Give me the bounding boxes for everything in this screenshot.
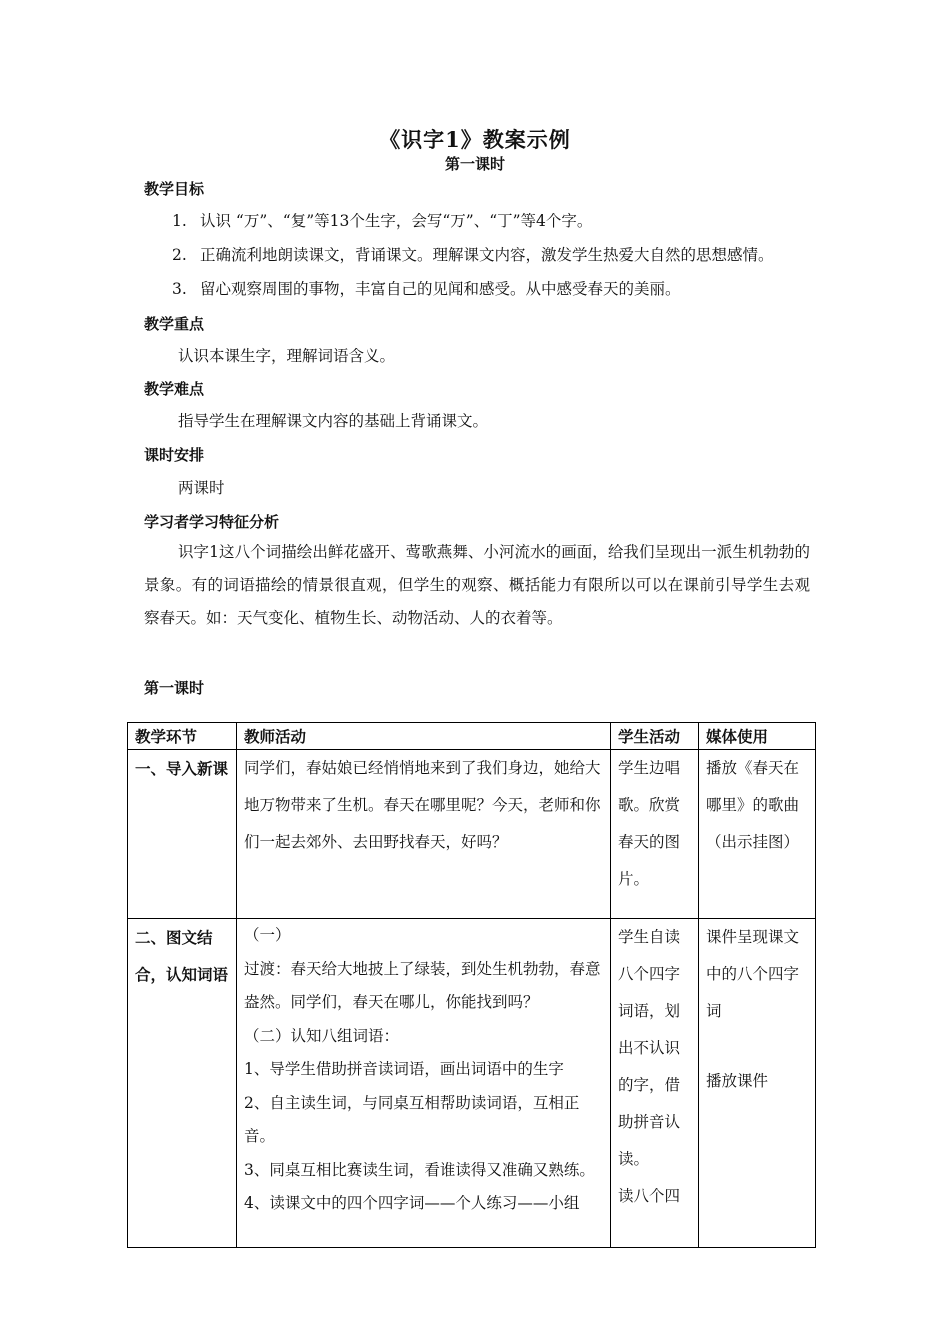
- goal-number: 2.: [172, 246, 187, 264]
- stage-cell: 二、图文结合，认知词语: [128, 919, 237, 1248]
- goal-number: 1.: [172, 212, 187, 230]
- spacer: [706, 1030, 808, 1063]
- media-text: 播放课件: [706, 1072, 769, 1090]
- teacher-text: 4、读课文中的四个四字词——个人练习——小组: [244, 1194, 580, 1212]
- teacher-cell: [237, 919, 611, 1248]
- teacher-text: 同学们，春姑娘已经悄悄地来到了我们身边，她给大地万物带来了生机。春天在哪里呢？今天，老师和你们一起去郊外、去田野找春天，好吗？: [244, 759, 601, 851]
- goal-item: [172, 209, 592, 231]
- goals-heading: 教学目标: [144, 180, 205, 198]
- goal-text: 正确流利地朗读课文，背诵课文。理解课文内容，激发学生热爱大自然的思想感情。: [200, 246, 774, 264]
- teacher-text: 1、导学生借助拼音读词语，画出词语中的生字: [244, 1060, 564, 1078]
- media-cell: [699, 750, 816, 919]
- teacher-text: 3、同桌互相比赛读生词，看谁读得又准确又熟练。: [244, 1160, 595, 1179]
- table-header-row: [128, 723, 816, 750]
- media-cell: [699, 919, 816, 1248]
- header-student: 学生活动: [611, 723, 699, 750]
- header-media: 媒体使用: [699, 723, 816, 750]
- goal-number: 3.: [172, 280, 187, 298]
- header-teacher: 教师活动: [237, 723, 611, 750]
- student-text: 学生自读八个四字词语，划出不认识的字，借助拼音认读。: [618, 928, 681, 1168]
- teacher-text: 过渡：春天给大地披上了绿装，到处生机勃勃，春意盎然。同学们，春天在哪儿，你能找到吗？: [244, 959, 601, 1011]
- teacher-cell: [237, 750, 611, 919]
- lesson-plan-table: [127, 722, 816, 1248]
- media-text: 课件呈现课文中的八个四字词: [706, 928, 800, 1020]
- table-row: [128, 919, 816, 1248]
- teacher-text: （二）认知八组词语：: [244, 1026, 400, 1045]
- document-title: 《识字1》教案示例: [379, 127, 571, 152]
- learner-analysis-heading: 学习者学习特征分析: [144, 513, 280, 531]
- goal-item: [172, 243, 774, 265]
- goal-text: 留心观察周围的事物，丰富自己的见闻和感受。从中感受春天的美丽。: [200, 280, 681, 298]
- difficulties-heading: 教学难点: [144, 380, 205, 398]
- table-row: [128, 750, 816, 919]
- lesson-heading: 第一课时: [144, 679, 205, 697]
- student-cell: [611, 750, 699, 919]
- learner-analysis-text: 识字1这八个词描绘出鲜花盛开、莺歌燕舞、小河流水的画面，给我们呈现出一派生机勃勃的景象。有的词语描绘的情景很直观，但学生的观察、概括能力有限所以可以在课前引导学生去观察春天。如：天气变化、植物生长、动物活动、人的衣着等。: [144, 543, 810, 627]
- stage-cell: 一、导入新课: [128, 750, 237, 919]
- key-points-text: 认识本课生字，理解词语含义。: [178, 347, 396, 365]
- document-subtitle: 第一课时: [444, 155, 505, 173]
- student-cell: [611, 919, 699, 1248]
- goal-text: 认识 “万”、“复”等13个生字，会写“万”、“丁”等4个字。: [200, 212, 593, 230]
- schedule-text: 两课时: [178, 479, 225, 497]
- student-text: 读八个四: [618, 1187, 681, 1205]
- header-stage: 教学环节: [128, 723, 237, 750]
- teacher-text: 2、自主读生词，与同桌互相帮助读词语，互相正音。: [244, 1093, 580, 1145]
- teacher-text: （一）: [244, 926, 291, 944]
- goal-item: [172, 277, 681, 299]
- media-text: 播放《春天在哪里》的歌曲（出示挂图）: [706, 759, 800, 851]
- key-points-heading: 教学重点: [144, 315, 205, 333]
- student-text: 学生边唱歌。欣赏春天的图片。: [618, 759, 681, 888]
- difficulties-text: 指导学生在理解课文内容的基础上背诵课文。: [178, 412, 489, 430]
- schedule-heading: 课时安排: [144, 446, 205, 464]
